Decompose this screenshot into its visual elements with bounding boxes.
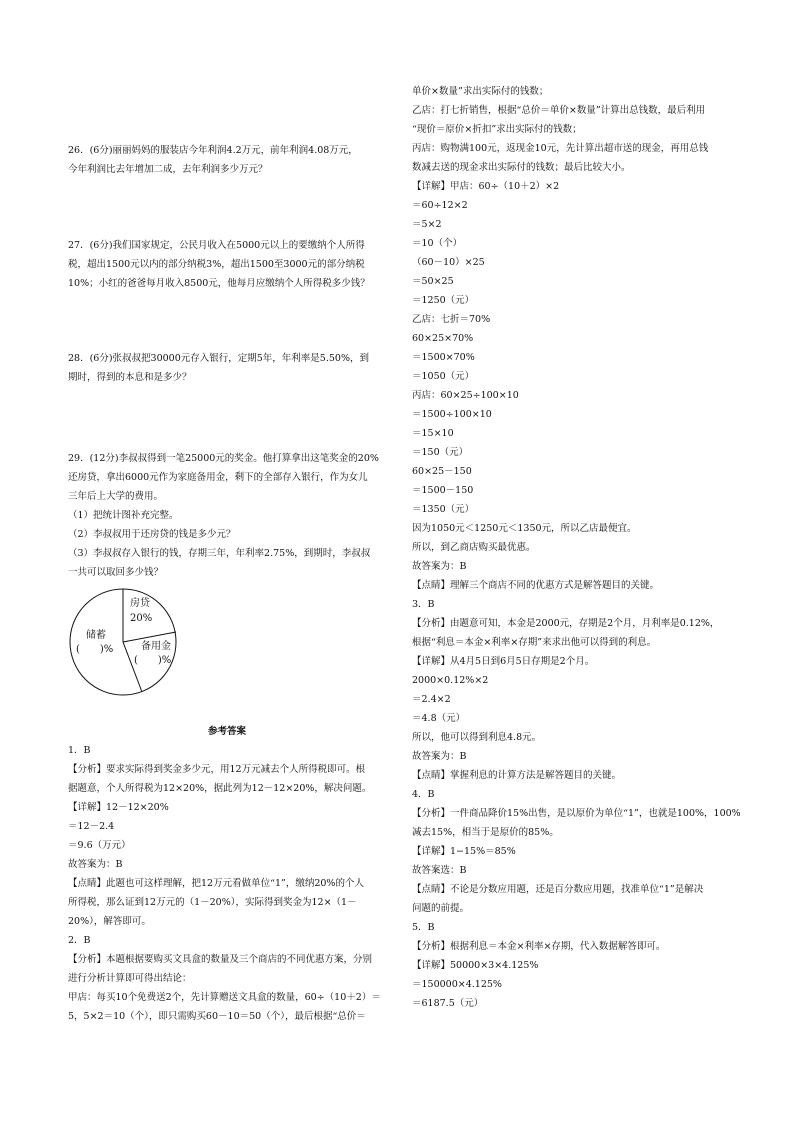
answer-line: 【分析】本题根据要购买文具盒的数量及三个商店的不同优惠方案，分别 bbox=[68, 954, 373, 965]
answer-line: ＝6187.5（元） bbox=[412, 998, 484, 1009]
pie-label-savings: 储蓄 bbox=[86, 630, 106, 641]
answer-line: 丙店：60×25÷100×10 bbox=[412, 390, 519, 401]
answer-line: 数减去送的现金求出实际付的钱数；最后比较大小。 bbox=[412, 162, 631, 173]
answer-line: 单价×数量”求出实际付的钱数； bbox=[412, 86, 549, 97]
answers-heading: 参考答案 bbox=[207, 726, 246, 737]
answer-line: ＝15×10 bbox=[412, 428, 454, 439]
answer-line: 60×25×70% bbox=[412, 333, 474, 344]
answer-line: 故答案选：B bbox=[412, 865, 467, 876]
answer-line: 所以，到乙商店购买最优惠。 bbox=[412, 542, 536, 553]
pie-value-savings: ( )% bbox=[76, 644, 114, 655]
answer-line: 据题意，个人所得税为12×20%，据此列为12－12×20%，解决问题。 bbox=[68, 783, 372, 794]
question-line: （1）把统计图补充完整。 bbox=[68, 510, 179, 521]
answer-line: 60×25－150 bbox=[412, 466, 472, 477]
pie-value-house-loan: 20% bbox=[130, 613, 153, 624]
answer-line: 【详解】甲店：60÷（10＋2）×2 bbox=[412, 181, 560, 192]
answer-line: 5，5×2＝10（个），即只需购买60－10＝50（个），最后根据“总价＝ bbox=[68, 1011, 366, 1022]
question-line: 今年利润比去年增加二成，去年利润多少万元？ bbox=[68, 164, 268, 175]
answer-line: 所得税，那么证到12万元的（1－20%），实际得到奖金为12×（1－ bbox=[68, 897, 357, 908]
answer-line: ＝1050（元） bbox=[412, 371, 475, 382]
answer-line: 因为1050元＜1250元＜1350元，所以乙店最便宜。 bbox=[412, 523, 637, 534]
answer-line: 【详解】从4月5日到6月5日存期是2个月。 bbox=[412, 656, 595, 667]
answer-line: ＝1500×70% bbox=[412, 352, 475, 363]
question-line: 期时，得到的本息和是多少？ bbox=[68, 372, 192, 383]
right-answer-lines bbox=[412, 82, 742, 1013]
answer-line: ＝150000×4.125% bbox=[412, 979, 502, 990]
answer-line: 【详解】12－12×20% bbox=[68, 802, 169, 813]
answer-line: 故答案为：B bbox=[68, 859, 123, 870]
question-29 bbox=[68, 449, 386, 582]
question-line: （3）李叔叔存入银行的钱，存期三年，年利率2.75%，到期时，李叔叔 bbox=[68, 548, 371, 559]
answer-line: 2000×0.12%×2 bbox=[412, 675, 489, 686]
answer-line: 丙店：购物满100元，返现金10元，先计算出超市送的现金，再用总钱 bbox=[412, 143, 709, 154]
question-line: 税，超出1500元以内的部分纳税3%，超出1500至3000元的部分纳税 bbox=[68, 259, 365, 270]
answer-line: 所以，他可以得到利息4.8元。 bbox=[412, 732, 542, 743]
answer-line: ＝9.6（万元） bbox=[68, 840, 131, 851]
answer-line: 【分析】一件商品降价15%出售，是以原价为单位“1”，也就是100%，100% bbox=[412, 808, 741, 819]
answer-line: 故答案为：B bbox=[412, 751, 467, 762]
question-line: 26．(6分)丽丽妈妈的服装店今年利润4.2万元，前年利润4.08万元， bbox=[68, 145, 358, 156]
question-line: 三年后上大学的费用。 bbox=[68, 491, 164, 502]
answer-line: 【详解】1−15%＝85% bbox=[412, 846, 516, 857]
right-column bbox=[412, 82, 742, 1013]
answer-line: ＝12－2.4 bbox=[68, 821, 115, 832]
question-26 bbox=[68, 141, 386, 179]
answer-line: 乙店：七折＝70% bbox=[412, 314, 491, 325]
answer-line: 3．B bbox=[412, 599, 435, 610]
answer-line: 故答案为：B bbox=[412, 561, 467, 572]
pie-label-reserve: 备用金 bbox=[141, 641, 171, 652]
answer-line: 20%），解答即可。 bbox=[68, 916, 151, 927]
answer-line: ＝10（个） bbox=[412, 238, 463, 249]
answer-line: 甲店：每买10个免费送2个，先计算赠送文具盒的数量，60÷（10＋2）＝ bbox=[68, 992, 381, 1003]
answers-section bbox=[68, 722, 386, 1026]
answer-line: ＝5×2 bbox=[412, 219, 442, 230]
answer-line: 【点睛】掌握利息的计算方法是解答题目的关键。 bbox=[412, 770, 622, 781]
answer-line: “现价＝原价×折扣”求出实际付的钱数； bbox=[412, 124, 582, 135]
question-line: （2）李叔叔用于还房贷的钱是多少元？ bbox=[68, 529, 236, 540]
answer-line: ＝1250（元） bbox=[412, 295, 475, 306]
answer-line: ＝1350（元） bbox=[412, 504, 475, 515]
answer-line: 进行分析计算即可得出结论： bbox=[68, 973, 192, 984]
answer-line: 4．B bbox=[412, 789, 435, 800]
answer-line: 问题的前提。 bbox=[412, 903, 470, 914]
left-answer-lines bbox=[68, 741, 386, 1026]
question-line: 一共可以取回多少钱？ bbox=[68, 567, 164, 578]
answer-line: 1．B bbox=[68, 745, 91, 756]
answer-line: ＝4.8（元） bbox=[412, 713, 466, 724]
pie-divider bbox=[123, 642, 142, 692]
answer-line: 【分析】要求实际得到奖金多少元，用12万元减去个人所得税即可。根 bbox=[68, 764, 366, 775]
answer-line: ＝60÷12×2 bbox=[412, 200, 468, 211]
answer-line: 【详解】50000×3×4.125% bbox=[412, 960, 539, 971]
answer-line: 【点睛】理解三个商店不同的优惠方式是解答题目的关键。 bbox=[412, 580, 660, 591]
question-line: 10%；小红的爸爸每月收入8500元，他每月应缴纳个人所得税多少钱？ bbox=[68, 278, 370, 289]
answer-line: 【点睛】此题也可这样理解，把12万元看做单位“1”，缴纳20%的个人 bbox=[68, 878, 364, 889]
question-28 bbox=[68, 349, 386, 387]
answer-line: ＝1500－150 bbox=[412, 485, 474, 496]
question-line: 还房贷，拿出6000元作为家庭备用金，剩下的全部存入银行，作为女儿 bbox=[68, 472, 368, 483]
answer-line: 【分析】根据利息＝本金×利率×存期，代入数据解答即可。 bbox=[412, 941, 666, 952]
question-line: 29．(12分)李叔叔得到一笔25000元的奖金。他打算拿出这笔奖金的20% bbox=[68, 453, 379, 464]
answer-line: 2．B bbox=[68, 935, 91, 946]
pie-chart bbox=[68, 587, 178, 697]
answer-line: ＝1500÷100×10 bbox=[412, 409, 492, 420]
question-line: 27．(6分)我们国家规定，公民月收入在5000元以上的要缴纳个人所得 bbox=[68, 240, 365, 251]
question-line: 28．(6分)张叔叔把30000元存入银行，定期5年，年利率是5.50%，到 bbox=[68, 353, 369, 364]
answer-line: 根据“利息＝本金×利率×存期”来求出他可以得到的利息。 bbox=[412, 637, 657, 648]
answer-line: ＝50×25 bbox=[412, 276, 454, 287]
answer-line: ＝150（元） bbox=[412, 447, 469, 458]
question-27 bbox=[68, 236, 386, 293]
pie-label-house-loan: 房贷 bbox=[130, 598, 150, 609]
answer-line: 减去15%，相当于是原价的85%。 bbox=[412, 827, 559, 838]
answer-line: 【点睛】不论是分数应用题，还是百分数应用题，找准单位“1”是解决 bbox=[412, 884, 704, 895]
pie-value-reserve: ( )% bbox=[134, 655, 172, 666]
answer-line: 【分析】由题意可知，本金是2000元，存期是2个月，月利率是0.12%， bbox=[412, 618, 720, 629]
answer-line: （60－10）×25 bbox=[412, 257, 485, 268]
answer-line: 5．B bbox=[412, 922, 435, 933]
answer-line: 乙店：打七折销售，根据“总价＝单价×数量”计算出总钱数，最后利用 bbox=[412, 105, 706, 116]
answer-line: ＝2.4×2 bbox=[412, 694, 451, 705]
